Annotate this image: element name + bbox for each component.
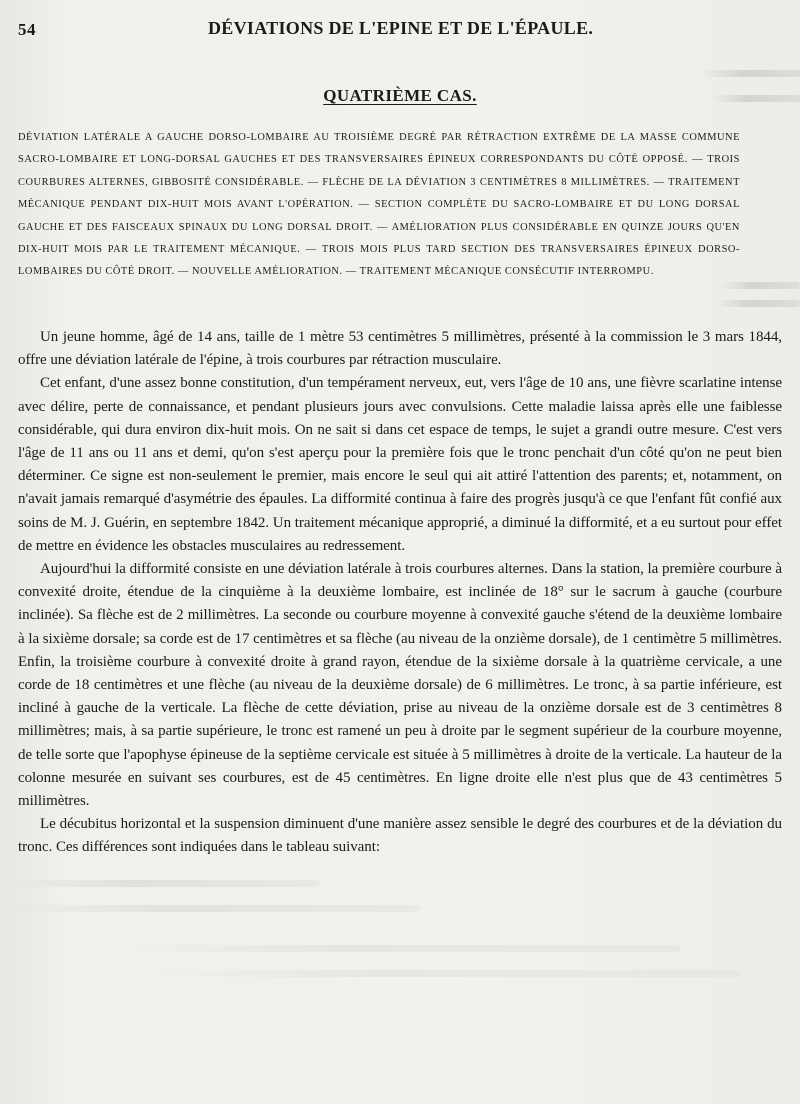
paragraph: Aujourd'hui la difformité consiste en une déviation latérale à trois courbures alternes. Dans la station, la première courbure à convexité droite, étendue de la cinquième à la deuxième lombaire, est inclinée de 18° sur le sacrum à gauche (courbure inclinée). Sa flèche est de 2 millimètres. La seconde ou courbure moyenne à convexité gauche s'étend de la deuxième lombaire à la sixième dorsale; sa corde est de 17 centimètres et sa flèche (au niveau de la onzième dorsale), de 1 centimètre 5 millimètres. Enfin, la troisième courbure à convexité droite à grand rayon, étendue de la sixième dorsale à la quatrième cervicale, a une corde de 18 centimètres et une flèche (au niveau de la deuxième dorsale) de 6 millimètres. Le tronc, à sa partie inférieure, est incliné à gauche de la verticale. La flèche de cette déviation, prise au niveau de la onzième dorsale est de 3 centimètres 8 millimètres; mais, à sa partie supérieure, le tronc est ramené un peu à droite par le segment supérieur de la courbure moyenne, de telle sorte que l'apophyse épineuse de la septième cervicale est située à 5 millimètres à droite de la verticale. La hauteur de la colonne mesurée en suivant ses courbures, est de 45 centimètres. En ligne droite elle n'est plus que de 43 centimètres 5 millimètres. (18, 561, 782, 810)
page-number: 54 (18, 20, 36, 39)
bleed-through-mark (0, 880, 320, 887)
running-title: DÉVIATIONS DE L'EPINE ET DE L'ÉPAULE. (208, 18, 594, 38)
running-header (18, 16, 782, 42)
case-title: QUATRIÈME CAS. (323, 86, 477, 105)
body-text (18, 326, 782, 860)
bleed-through-mark (140, 970, 740, 977)
bleed-through-mark (0, 905, 420, 912)
bleed-through-mark (120, 945, 680, 952)
bleed-through-mark (700, 70, 800, 77)
case-summary: DÉVIATION LATÉRALE A GAUCHE DORSO-LOMBAIRE AU TROISIÈME DEGRÉ PAR RÉTRACTION EXTRÊME DE LA MASSE COMMUNE SACRO-LOMBAIRE ET LONG-DORSAL GAUCHES ET DES TRANSVERSAIRES ÉPINEUX CORRESPONDANTS DU CÔTÉ OPPOSÉ. — TROIS COURBURES ALTERNES, GIBBOSITÉ CONSIDÉRABLE. — FLÈCHE DE LA DÉVIATION 3 CENTIMÈTRES 8 MILLIMÈTRES. — TRAITEMENT MÉCANIQUE PENDANT DIX-HUIT MOIS AVANT L'OPÉRATION. — SECTION COMPLÈTE DU SACRO-LOMBAIRE ET DU LONG DORSAL GAUCHE ET DES FAISCEAUX SPINAUX DU LONG DORSAL DROIT. — AMÉLIORATION PLUS CONSIDÉRABLE EN QUINZE JOURS QU'EN DIX-HUIT MOIS PAR LE TRAITEMENT MÉCANIQUE. — TROIS MOIS PLUS TARD SECTION DES TRANSVERSAIRES ÉPINEUX DORSO-LOMBAIRES DU CÔTÉ DROIT. — NOUVELLE AMÉLIORATION. — TRAITEMENT MÉCANIQUE CONSÉCUTIF INTERROMPU. (18, 132, 740, 278)
bleed-through-mark (716, 300, 800, 307)
paragraph: Un jeune homme, âgé de 14 ans, taille de 1 mètre 53 centimètres 5 millimètres, présenté à la commission le 3 mars 1844, offre une déviation latérale de l'épine, à trois courbures par rétraction musculaire. (18, 329, 782, 369)
paragraph: Cet enfant, d'une assez bonne constitution, d'un tempérament nerveux, eut, vers l'âge de 10 ans, une fièvre scarlatine intense avec délire, perte de connaissance, et pendant plusieurs jours avec convulsions. Cette maladie laissa après elle une faiblesse considérable, qui dura environ dix-huit mois. On ne sait si dans cet espace de temps, le sujet a grandi outre mesure. C'est vers l'âge de 11 ans ou 11 ans et demi, qu'on s'est aperçu pour la première fois que le tronc penchait d'un côté qu'on ne peut bien déterminer. Ce signe est non-seulement le premier, mais encore le seul qui ait attiré l'attention des parents; et, notamment, on n'avait jamais remarqué d'asymétrie des épaules. La difformité continua à faire des progrès jusqu'à ce que l'enfant fût confié aux soins de M. J. Guérin, en septembre 1842. Un traitement mécanique approprié, a diminué la difformité, et a eu surtout pour effet de mettre en évidence les obstacles musculaires au redressement. (18, 375, 782, 554)
paragraph: Le décubitus horizontal et la suspension diminuent d'une manière assez sensible le degré des courbures et de la déviation du tronc. Ces différences sont indiquées dans le tableau suivant: (18, 816, 782, 856)
